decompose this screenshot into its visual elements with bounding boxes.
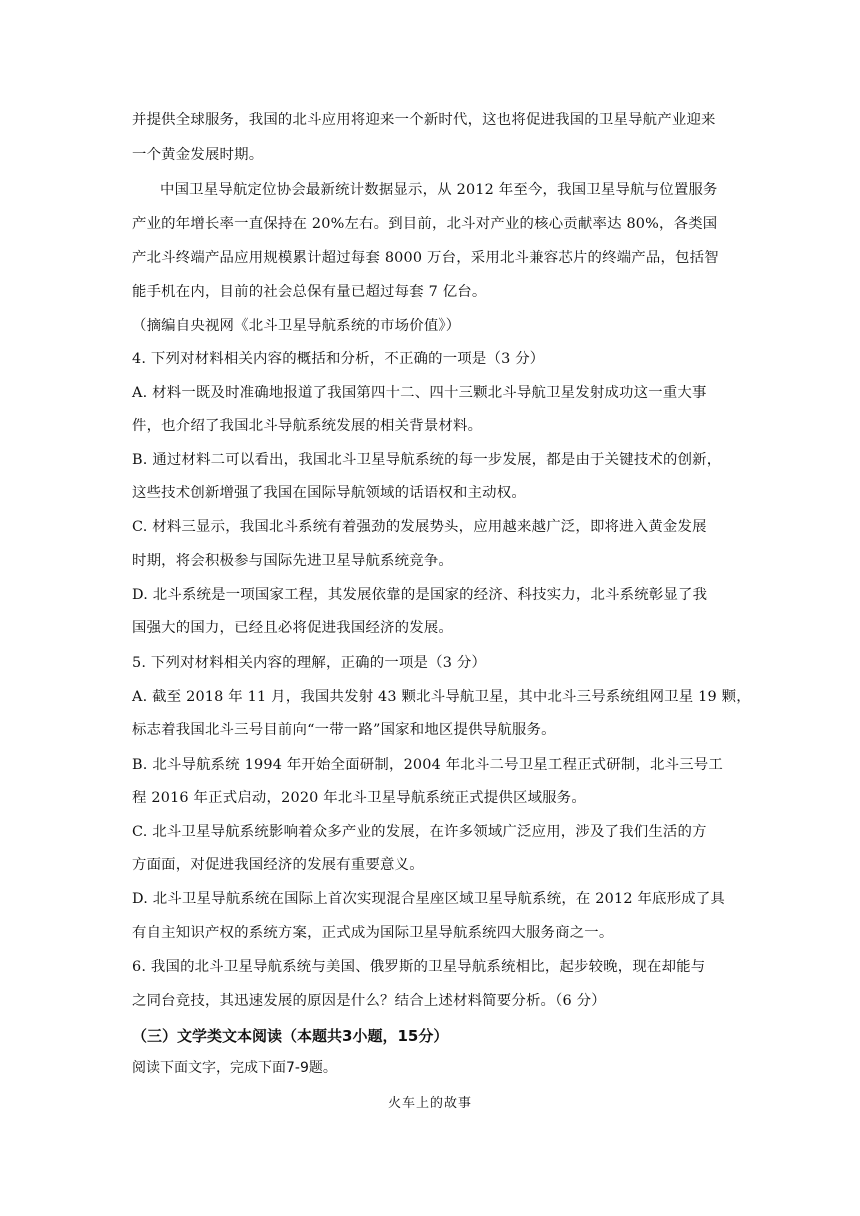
question-4-stem: 4. 下列对材料相关内容的概括和分析，不正确的一项是（3 分） xyxy=(132,351,545,367)
story-title: 火车上的故事 xyxy=(387,1096,472,1111)
question-4-option-d-cont: 国强大的国力，已经且必将促进我国经济的发展。 xyxy=(132,620,453,636)
question-5-stem: 5. 下列对材料相关内容的理解，正确的一项是（3 分） xyxy=(132,655,487,671)
question-6: 6. 我国的北斗卫星导航系统与美国、俄罗斯的卫星导航系统相比，起步较晚，现在却能与 xyxy=(132,959,706,975)
section-heading: （三）文学类文本阅读（本题共3小题，15分） xyxy=(132,1027,449,1045)
question-5-option-d: D. 北斗卫星导航系统在国际上首次实现混合星座区域卫星导航系统，在 2012 年底形成了具 xyxy=(132,891,726,907)
question-5-option-c: C. 北斗卫星导航系统影响着众多产业的发展，在许多领域广泛应用，涉及了我们生活的方 xyxy=(132,824,707,840)
paragraph-line: 产北斗终端产品应用规模累计超过每套 8000 万台，采用北斗兼容芯片的终端产品，包括智 xyxy=(132,250,719,266)
paragraph-line: 并提供全球服务，我国的北斗应用将迎来一个新时代，这也将促进我国的卫星导航产业迎来 xyxy=(132,112,716,128)
question-5-option-a: A. 截至 2018 年 11 月，我国共发射 43 颗北斗导航卫星，其中北斗三号系统组网卫星 19 颗， xyxy=(132,689,751,705)
section-instruction: 阅读下面文字，完成下面7-9题。 xyxy=(132,1060,337,1076)
source-citation: （摘编自央视网《北斗卫星导航系统的市场价值》） xyxy=(132,318,461,334)
paragraph-line: 产业的年增长率一直保持在 20%左右。到目前，北斗对产业的核心贡献率达 80%，各类国 xyxy=(132,216,718,232)
question-5-option-d-cont: 有自主知识产权的系统方案，正式成为国际卫星导航系统四大服务商之一。 xyxy=(132,925,614,941)
paragraph-line: 一个黄金发展时期。 xyxy=(132,147,264,163)
question-4-option-c: C. 材料三显示，我国北斗系统有着强劲的发展势头，应用越来越广泛，即将进入黄金发展 xyxy=(132,519,707,535)
question-4-option-a: A. 材料一既及时准确地报道了我国第四十二、四十三颗北斗导航卫星发射成功这一重大事 xyxy=(132,385,707,401)
question-4-option-b: B. 通过材料二可以看出，我国北斗卫星导航系统的每一步发展，都是由于关键技术的创新， xyxy=(132,452,722,468)
question-6-cont: 之同台竞技，其迅速发展的原因是什么？结合上述材料简要分析。（6 分） xyxy=(132,993,606,1009)
question-5-option-b-cont: 程 2016 年正式启动，2020 年北斗卫星导航系统正式提供区域服务。 xyxy=(132,790,586,806)
question-4-option-a-cont: 件，也介绍了我国北斗导航系统发展的相关背景材料。 xyxy=(132,418,483,434)
question-5-option-c-cont: 方面面，对促进我国经济的发展有重要意义。 xyxy=(132,857,424,873)
question-5-option-a-cont: 标志着我国北斗三号目前向“一带一路”国家和地区提供导航服务。 xyxy=(132,722,556,738)
paragraph-line: 能手机在内，目前的社会总保有量已超过每套 7 亿台。 xyxy=(132,284,487,300)
question-5-option-b: B. 北斗导航系统 1994 年开始全面研制，2004 年北斗二号卫星工程正式研制，北斗三号工 xyxy=(132,757,723,773)
question-4-option-b-cont: 这些技术创新增强了我国在国际导航领域的话语权和主动权。 xyxy=(132,485,526,501)
paragraph-line: 中国卫星导航定位协会最新统计数据显示，从 2012 年至今，我国卫星导航与位置服务 xyxy=(160,182,718,198)
question-4-option-d: D. 北斗系统是一项国家工程，其发展依靠的是国家的经济、科技实力，北斗系统彰显了我 xyxy=(132,587,708,603)
question-4-option-c-cont: 时期，将会积极参与国际先进卫星导航系统竞争。 xyxy=(132,553,453,569)
